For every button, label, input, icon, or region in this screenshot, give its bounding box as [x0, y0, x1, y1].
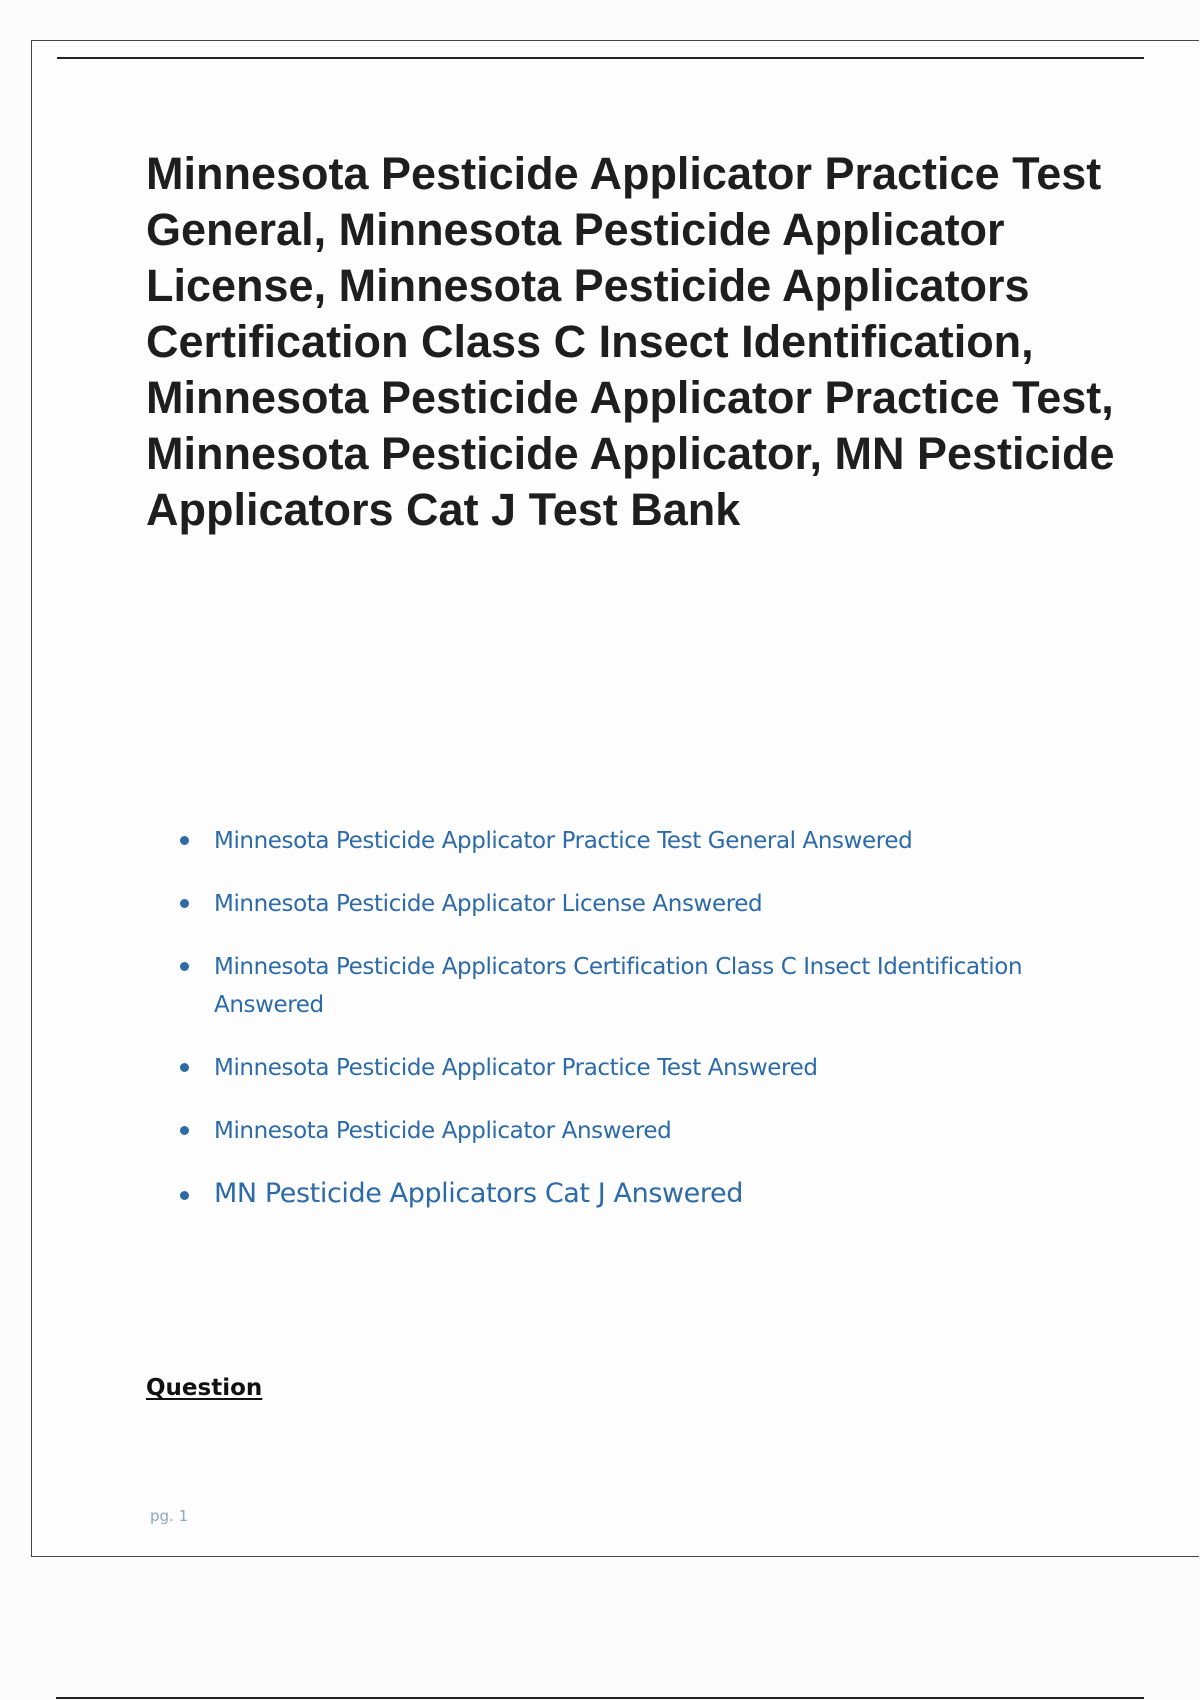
top-divider: [57, 57, 1144, 59]
link-class-c-insect-identification[interactable]: Minnesota Pesticide Applicators Certification Class C Insect Identification Answered: [214, 954, 1023, 1018]
document-page: [31, 40, 1199, 1557]
bullet-icon: [180, 1126, 189, 1135]
document-title: Minnesota Pesticide Applicator Practice Test General, Minnesota Pesticide Applicator License, Minnesota Pesticide Applicators Certification Class C Insect Identification, Minnesota Pesticide Applicator Practice Test, Minnesota Pesticide Applicator, MN Pesticide Applicators Cat J Test Bank: [146, 148, 1115, 535]
list-item: [178, 1175, 1098, 1213]
bullet-icon: [180, 962, 189, 971]
bullet-icon: [180, 1191, 189, 1200]
link-pesticide-applicator[interactable]: Minnesota Pesticide Applicator Answered: [214, 1118, 672, 1144]
list-item: [178, 885, 1098, 923]
bullet-icon: [180, 899, 189, 908]
bullet-icon: [180, 1063, 189, 1072]
list-item: [178, 822, 1098, 860]
link-practice-test-general[interactable]: Minnesota Pesticide Applicator Practice Test General Answered: [214, 828, 913, 854]
bottom-divider: [56, 1697, 1144, 1699]
link-cat-j[interactable]: MN Pesticide Applicators Cat J Answered: [214, 1178, 743, 1209]
answer-link-list: [178, 822, 1098, 1238]
page-number: pg. 1: [150, 1507, 189, 1525]
link-practice-test[interactable]: Minnesota Pesticide Applicator Practice Test Answered: [214, 1055, 818, 1081]
list-item: [178, 948, 1098, 1024]
link-applicator-license[interactable]: Minnesota Pesticide Applicator License Answered: [214, 891, 763, 917]
list-item: [178, 1112, 1098, 1150]
bullet-icon: [180, 836, 189, 845]
question-heading: Question: [146, 1375, 263, 1401]
list-item: [178, 1049, 1098, 1087]
